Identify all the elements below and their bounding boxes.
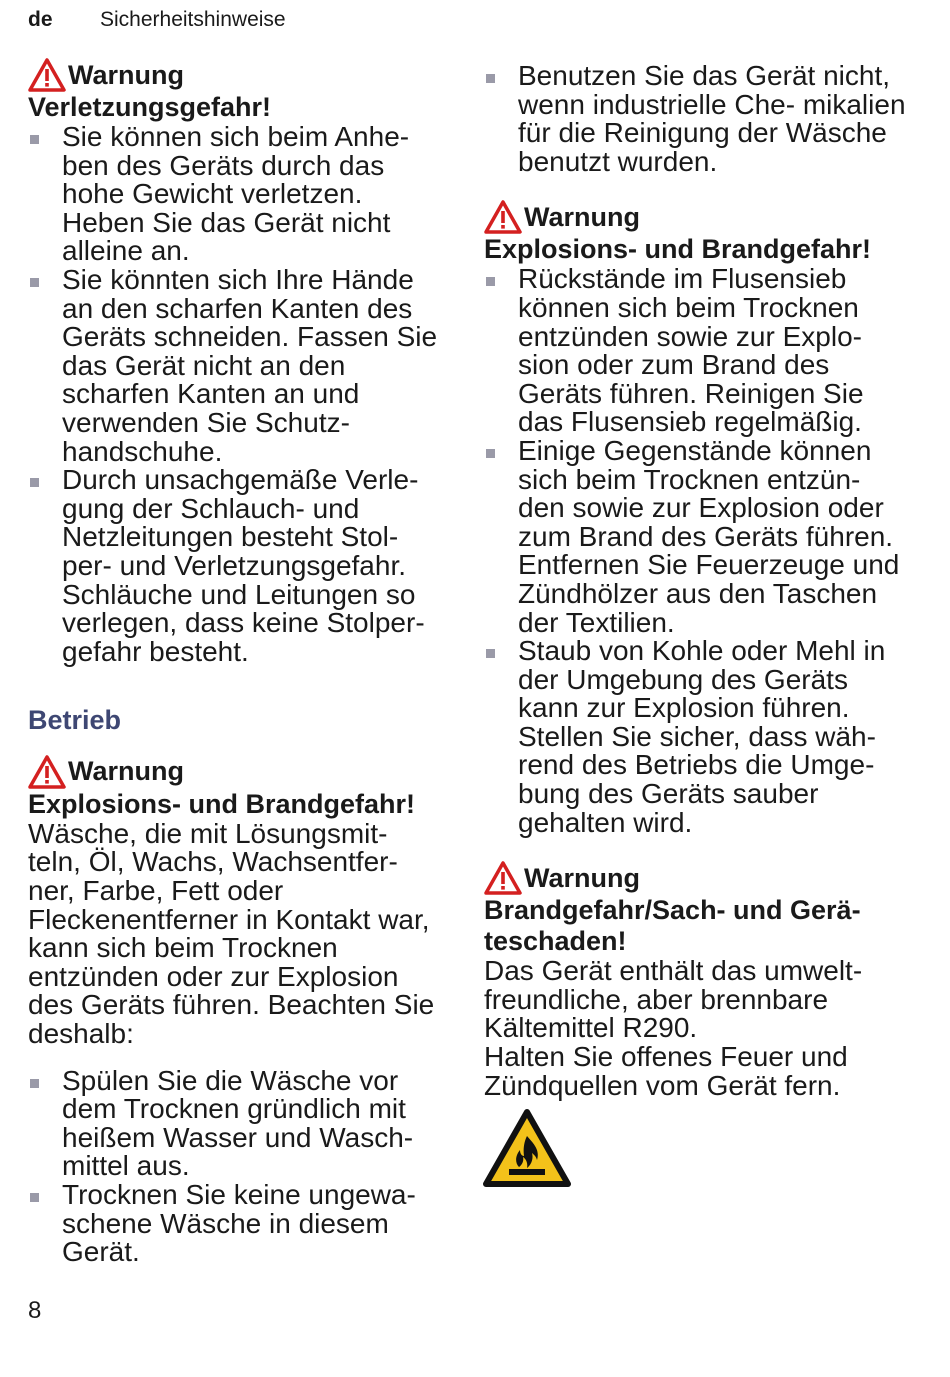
warning-list (28, 123, 448, 666)
list-item: Trocknen Sie keine ungewa- schene Wäsche in diesem Gerät. (28, 1181, 448, 1267)
list-item: Sie könnten sich Ihre Hände an den scharfen Kanten des Geräts schneiden. Fassen Sie das Gerät nicht an den scharfen Kanten an und verwenden Sie Schutz- handschuhe. (28, 266, 448, 466)
list-item: Benutzen Sie das Gerät nicht, wenn industrielle Che- mikalien für die Reinigung der Wäsche benutzt wurden. (484, 62, 914, 176)
section-title: Betrieb (28, 705, 122, 736)
warning-subtitle: Verletzungsgefahr! (28, 92, 272, 122)
warning-text: Wäsche, die mit Lösungsmit- teln, Öl, Wachs, Wachsentfer- ner, Farbe, Fett oder Fleckenentferner in Kontakt war, kann sich beim Trocknen entzünden oder zur Explosion des Geräts führen. Beachten Sie deshalb: (28, 817, 435, 1050)
warning-subtitle: Explosions- und Brandgefahr! (484, 234, 872, 265)
list-item: Sie können sich beim Anhe- ben des Geräts durch das hohe Gewicht verletzen. Heben Sie das Gerät nicht alleine an. (28, 123, 448, 266)
list-item: Spülen Sie die Wäsche vor dem Trocknen gründlich mit heißem Wasser und Wasch- mittel aus. (28, 1067, 448, 1181)
warning-heading (484, 200, 914, 234)
left-column (28, 58, 448, 1267)
warning-subtitle: Brandgefahr/Sach- und Gerä- teschaden! (484, 895, 861, 957)
warning-list (28, 1064, 448, 1268)
warning-text: Das Gerät enthält das umwelt- freundliche, aber brennbare Kältemittel R290. (484, 955, 863, 1044)
warning-heading (28, 755, 448, 789)
warning-label: Warnung (68, 59, 184, 90)
warning-heading (28, 58, 448, 92)
warning-triangle-icon (484, 200, 522, 234)
list-item: Durch unsachgemäße Verle- gung der Schlauch- und Netzleitungen besteht Stol- per- und Verletzungsgefahr. Schläuche und Leitungen so verlegen, dass keine Stolper- gefahr besteht. (28, 466, 448, 666)
right-column (484, 58, 914, 1194)
warning-list (484, 62, 914, 176)
page-number: 8 (28, 1297, 42, 1324)
flammable-warning-icon (482, 1108, 572, 1188)
page-header (28, 8, 286, 32)
warning-heading (484, 861, 914, 895)
header-title: Sicherheitshinweise (100, 8, 286, 31)
warning-triangle-icon (484, 861, 522, 895)
list-item: Einige Gegenstände können sich beim Trocknen entzün- den sowie zur Explosion oder zum Brand des Geräts führen. Entfernen Sie Feuerzeuge und Zündhölzer aus den Taschen der Textilien. (484, 437, 914, 637)
warning-label: Warnung (524, 201, 640, 232)
warning-triangle-icon (28, 755, 66, 789)
warning-triangle-icon (28, 58, 66, 92)
warning-list (484, 265, 914, 837)
list-item: Rückstände im Flusensieb können sich beim Trocknen entzünden sowie zur Explo- sion oder zum Brand des Geräts führen. Reinigen Sie das Flusensieb regelmäßig. (484, 265, 914, 437)
warning-label: Warnung (68, 756, 184, 787)
warning-text: Halten Sie offenes Feuer und Zündquellen vom Gerät fern. (484, 1041, 848, 1101)
warning-subtitle: Explosions- und Brandgefahr! (28, 788, 416, 819)
list-item: Staub von Kohle oder Mehl in der Umgebung des Geräts kann zur Explosion führen. Stellen Sie sicher, dass wäh- rend des Betriebs die Umge- bung des Geräts sauber gehalten wird. (484, 637, 914, 837)
warning-label: Warnung (524, 862, 640, 893)
language-code: de (28, 8, 53, 31)
